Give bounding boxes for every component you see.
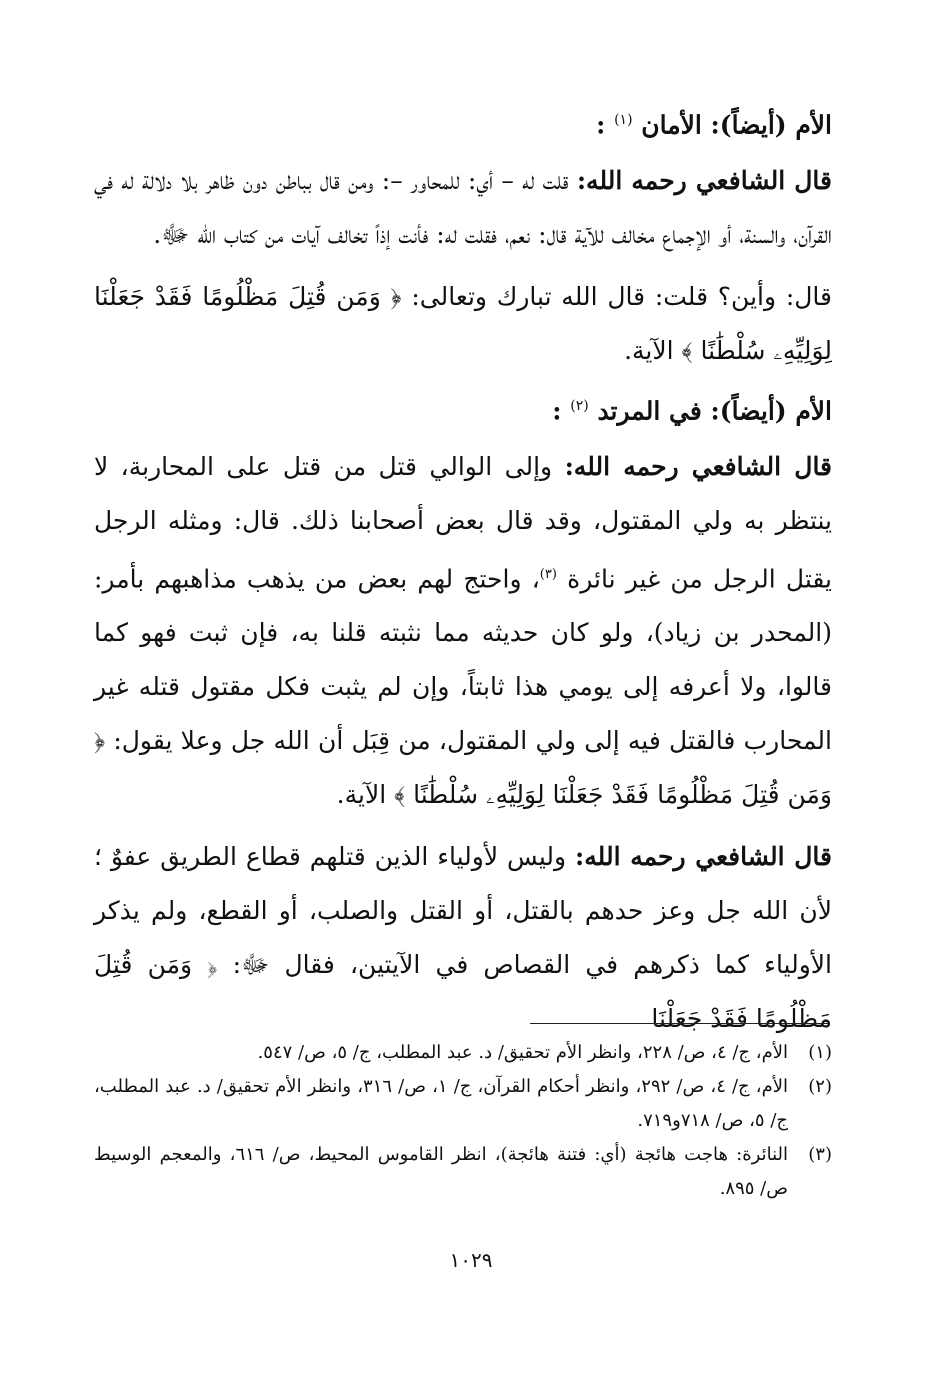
section-heading-aman <box>94 100 832 140</box>
paragraph-text: وإلى الوالي قتل من قتل على المحاربة، لا ينتظر به ولي المقتول، وقد قال بعض أصحابنا ذلك. قال: ومثله الرجل يقتل الرجل من غير نائرة <box>94 452 832 594</box>
footnote-number: (٣) <box>808 1144 832 1165</box>
footnote-ref: (٢) <box>570 398 589 414</box>
paragraph <box>94 440 832 822</box>
heading-colon: : <box>552 396 562 426</box>
paragraph-text: قال: وأين؟ قلت: قال الله تبارك وتعالى: ﴿ وَمَن قُتِلَ مَظْلُومًا فَقَدْ جَعَلْنَا لِوَلِيِّهِۦ سُلْطَٰنًا ﴾ الآية. <box>94 282 832 365</box>
page-number: ١٠٢٩ <box>449 1248 493 1272</box>
footnote-ref: (١) <box>614 112 633 128</box>
footnote-ref: (٣) <box>539 567 557 582</box>
paragraph-text: وليس لأولياء الذين قتلهم قطاع الطريق عفوٌ ؛ لأن الله جل وعز حدهم بالقتل، أو القتل والصلب، أو القطع، ولم يذكر الأولياء كما ذكرهم في القصاص في الآيتين، فقال ﷻ: ﴿ وَمَن قُتِلَ مَظْلُومًا فَقَدْ جَعَلْنَا <box>94 842 832 1034</box>
footnote-number: (١) <box>808 1042 832 1063</box>
paragraph-lead: قال الشافعي رحمه الله: <box>564 452 833 481</box>
paragraph-text: ، واحتج لهم بعض من يذهب مذاهبهم بأمر: (المحدر بن زياد)، ولو كان حديثه مما نثبته قلنا به، فإن ثبت فهو كما قالوا، ولا أعرفه إلى يومي هذا ثابتاً، وإن لم يثبت فكل مقتول قتله غير المحارب فالقتل فيه إلى ولي المقتول، من قِبَل أن الله جل وعلا يقول: ﴿ وَمَن قُتِلَ مَظْلُومًا فَقَدْ جَعَلْنَا لِوَلِيِّهِۦ سُلْطَٰنًا ﴾ الآية. <box>94 564 832 810</box>
footnote-text: الأم، ج/ ٤، ص/ ٢٩٢، وانظر أحكام القرآن، ج/ ١، ص/ ٣١٦، وانظر الأم تحقيق/ د. عبد المطلب، ج/ ٥، ص/ ٧١٨و٧١٩. <box>94 1076 788 1131</box>
paragraph <box>94 154 832 262</box>
paragraph-lead: قال الشافعي رحمه الله: <box>575 842 832 872</box>
section-heading-murtad <box>94 386 832 426</box>
footnote-item <box>94 1070 832 1138</box>
main-text <box>94 100 832 1054</box>
paragraph-text: قلت له – أي: للمحاور –: ومن قال بباطن دون ظاهر بلا دلالة له في القرآن، والسنة، أو الإجماع مخالف للآية قال: نعم، فقلت له: فأنت إذاً تخالف آيات من كتاب الله ﷻ. <box>94 166 832 249</box>
section-heading-text: الأم (أيضاً): الأمان <box>641 110 832 140</box>
footnote-text: النائرة: هاجت هائجة (أي: فتنة هائجة)، انظر القاموس المحيط، ص/ ٦١٦، والمعجم الوسيط ص/ ٨٩٥. <box>94 1144 788 1199</box>
paragraph-lead: قال الشافعي رحمه الله: <box>576 166 833 195</box>
footnote-item <box>94 1138 832 1206</box>
footnote-number: (٢) <box>808 1076 832 1097</box>
footnote-text: الأم، ج/ ٤، ص/ ٢٢٨، وانظر الأم تحقيق/ د. عبد المطلب، ج/ ٥، ص/ ٥٤٧. <box>257 1042 788 1063</box>
section-heading-text: الأم (أيضاً): في المرتد <box>597 396 832 426</box>
footnote-item <box>94 1036 832 1070</box>
footnote-divider <box>530 1023 828 1024</box>
paragraph <box>94 270 832 378</box>
paragraph <box>94 830 832 1046</box>
heading-colon: : <box>596 110 606 140</box>
footnotes <box>94 1036 832 1206</box>
